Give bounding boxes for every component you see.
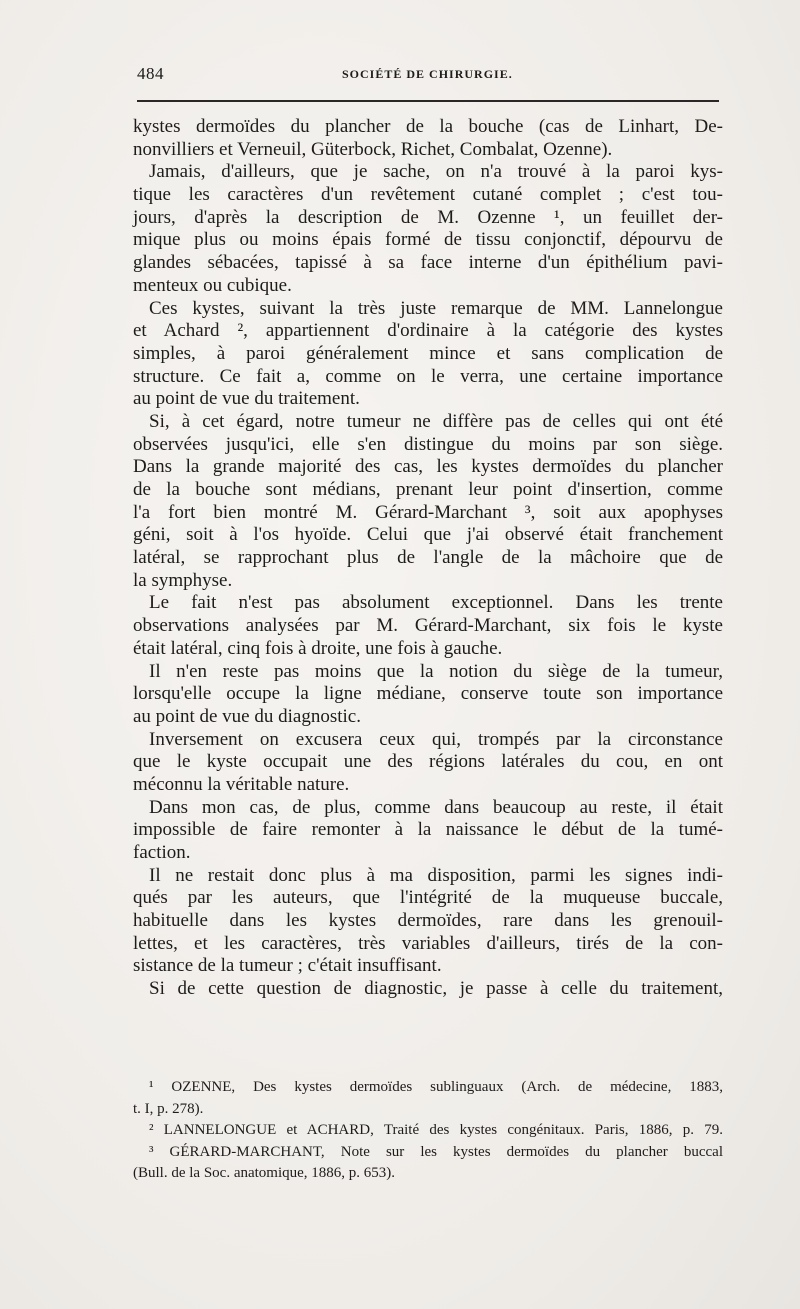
footnote-line: (Bull. de la Soc. anatomique, 1886, p. 653). [133,1165,396,1181]
footnote-line: ¹ OZENNE, Des kystes dermoïdes sublinguaux (Arch. de médecine, 1883, [149,1079,723,1095]
text-line: au point de vue du diagnostic. [133,705,361,727]
text-line: Il n'en reste pas moins que la notion du siège de la tumeur, [149,660,723,682]
text-line: Il ne restait donc plus à ma disposition, parmi les signes indi- [149,864,723,886]
footnote-line: ³ GÉRARD-MARCHANT, Note sur les kystes dermoïdes du plancher buccal [149,1143,723,1160]
text-line: structure. Ce fait a, comme on le verra, une certaine importance [133,365,723,387]
text-line: Le fait n'est pas absolument exceptionnel. Dans les trente [149,592,723,614]
running-head: SOCIÉTÉ DE CHIRURGIE. [342,67,513,81]
text-line: simples, à paroi généralement mince et sans complication de [133,342,723,364]
text-line: impossible de faire remonter à la naissance le début de la tumé- [133,819,723,841]
page-number: 484 [137,64,164,83]
text-line: méconnu la véritable nature. [133,773,350,795]
text-line: et Achard ², appartiennent d'ordinaire à la catégorie des kystes [133,320,723,342]
text-line: menteux ou cubique. [133,274,292,296]
footnote-line: t. I, p. 278). [133,1100,204,1117]
text-line: Ces kystes, suivant la très juste remarque de MM. Lannelongue [149,297,723,319]
text-line: Jamais, d'ailleurs, que je sache, on n'a trouvé à la paroi kys- [149,161,723,183]
text-line: l'a fort bien montré M. Gérard-Marchant ³, soit aux apophyses [133,501,723,523]
text-line: observées jusqu'ici, elle s'en distingue du moins par son siège. [133,433,723,455]
text-line: qués par les auteurs, que l'intégrité de la muqueuse buccale, [133,887,723,909]
text-line: de la bouche sont médians, prenant leur point d'insertion, comme [133,479,723,500]
text-line: sistance de la tumeur ; c'était insuffisant. [133,955,442,977]
text-line: la symphyse. [133,569,233,591]
text-line: kystes dermoïdes du plancher de la bouche (cas de Linhart, De- [133,116,723,137]
footnote-line: ² LANNELONGUE et ACHARD, Traité des kystes congénitaux. Paris, 1886, p. 79. [149,1122,723,1138]
text-line: tique les caractères d'un revêtement cutané complet ; c'est tou- [133,184,723,206]
text-line: Si de cette question de diagnostic, je passe à celle du traitement, [149,978,723,1000]
text-line: mique plus ou moins épais formé de tissu conjonctif, dépourvu de [133,229,723,251]
text-line: Inversement on excusera ceux qui, trompés par la circonstance [149,728,723,750]
body-text [133,116,723,1001]
text-line: que le kyste occupait une des régions latérales du cou, en ont [133,751,723,773]
text-line: glandes sébacées, tapissé à sa face interne d'un épithélium pavi- [133,252,723,274]
footnotes [133,1077,723,1185]
text-line: faction. [133,842,191,863]
text-line: nonvilliers et Verneuil, Güterbock, Richet, Combalat, Ozenne). [133,138,613,160]
text-line: géni, soit à l'os hyoïde. Celui que j'ai observé était franchement [133,524,723,546]
text-line: latéral, se rapprochant plus de l'angle de la mâchoire que de [133,547,723,569]
text-line: lettes, et les caractères, très variables d'ailleurs, tirés de la con- [133,932,723,954]
text-line: Dans la grande majorité des cas, les kystes dermoïdes du plancher [133,456,723,478]
header-rule [137,100,719,102]
text-line: Si, à cet égard, notre tumeur ne diffère pas de celles qui ont été [149,410,723,432]
text-line: observations analysées par M. Gérard-Marchant, six fois le kyste [133,615,723,637]
text-line: habituelle dans les kystes dermoïdes, rare dans les grenouil- [133,910,723,932]
text-line: au point de vue du traitement. [133,388,360,410]
text-line: lorsqu'elle occupe la ligne médiane, conserve toute son importance [133,683,723,705]
text-line: était latéral, cinq fois à droite, une fois à gauche. [133,637,503,659]
text-line: jours, d'après la description de M. Ozenne ¹, un feuillet der- [133,206,723,228]
page-header [137,64,719,88]
text-line: Dans mon cas, de plus, comme dans beaucoup au reste, il était [149,796,723,818]
